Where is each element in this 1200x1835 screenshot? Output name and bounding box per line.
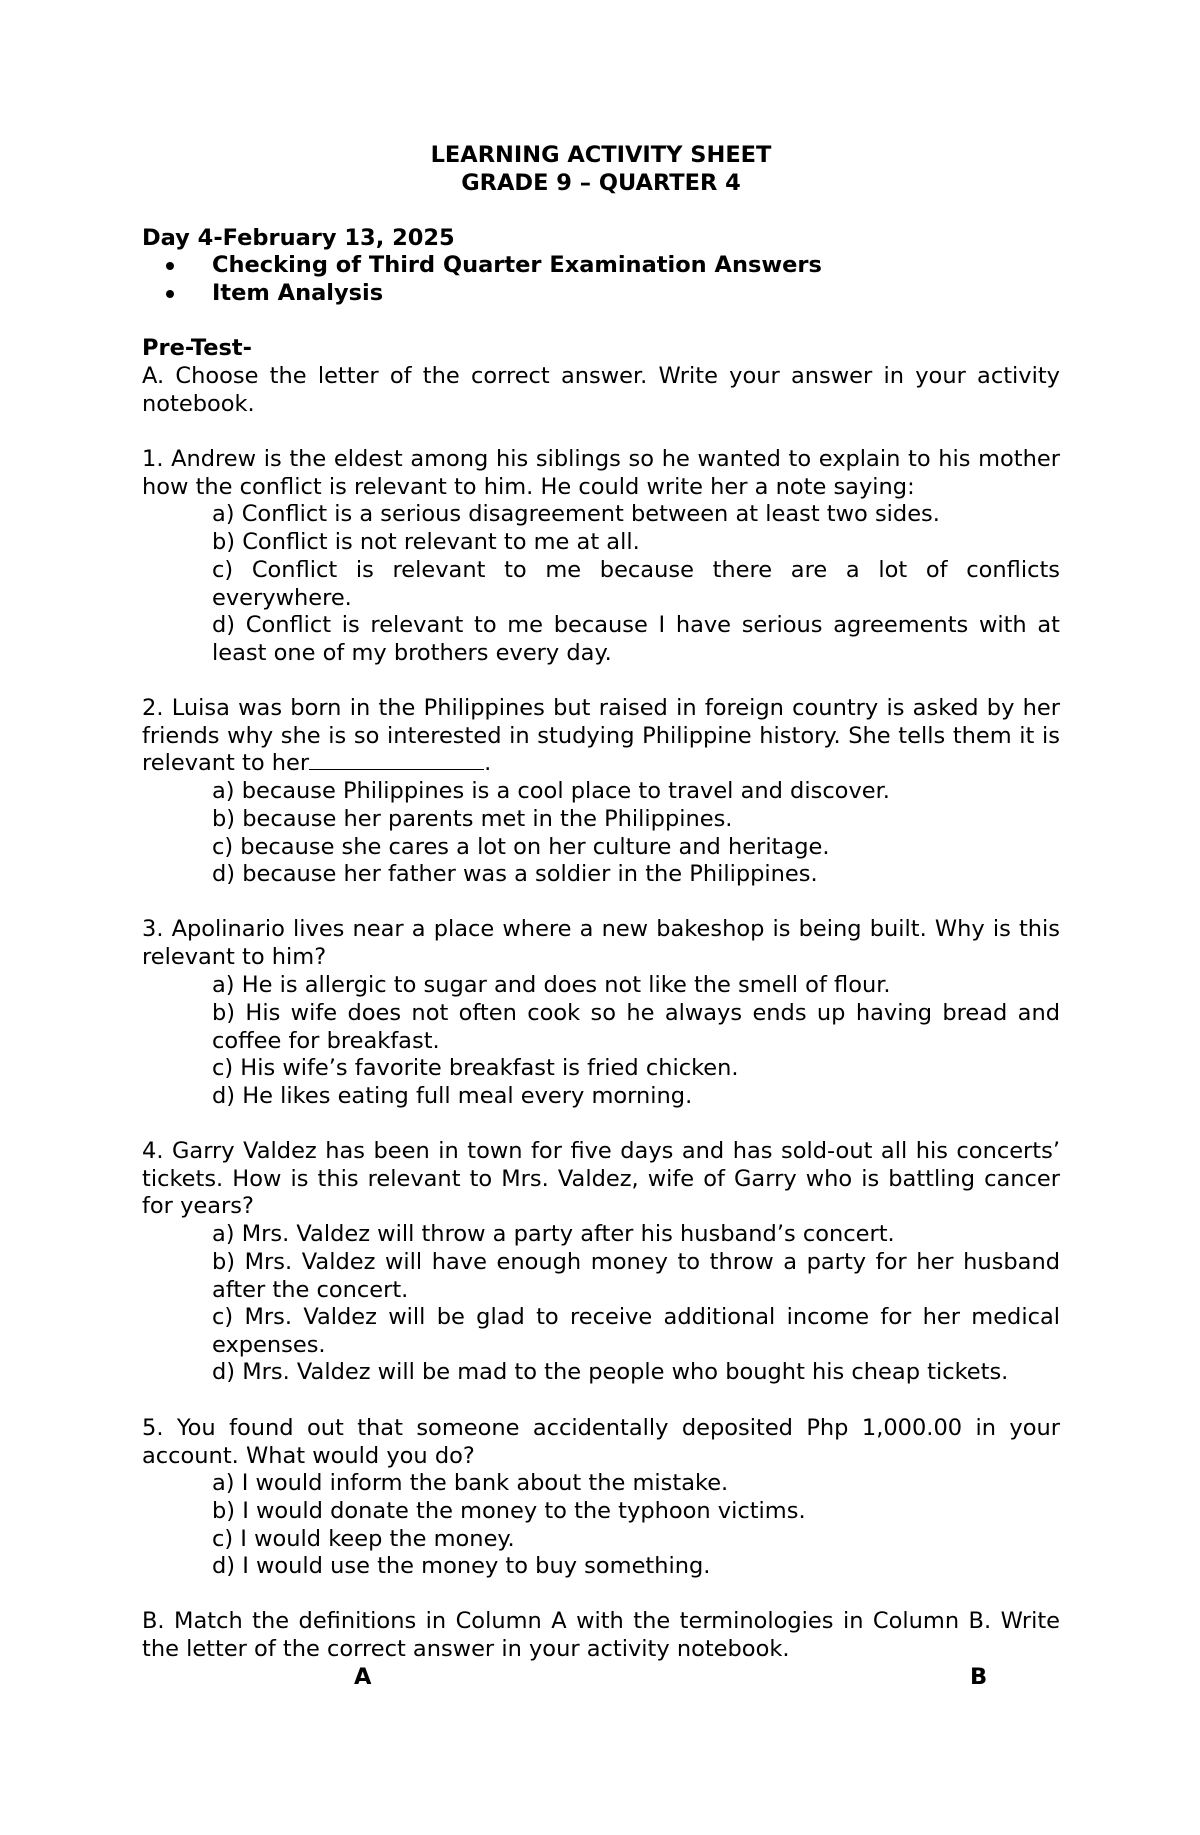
option-1b: b) Conflict is not relevant to me at all. (212, 529, 640, 555)
answer-blank (309, 751, 484, 770)
option-3d: d) He likes eating full meal every morning. (212, 1083, 693, 1109)
option-3b: b) His wife does not often cook so he always ends up having bread and coffee for breakfast. (212, 1000, 1060, 1054)
option-5d: d) I would use the money to buy something. (212, 1553, 711, 1579)
option-2c: c) because she cares a lot on her culture and heritage. (212, 834, 830, 860)
sheet-title: LEARNING ACTIVITY SHEET (430, 142, 772, 168)
option-4d: d) Mrs. Valdez will be mad to the people who bought his cheap tickets. (212, 1359, 1009, 1385)
option-2b: b) because her parents met in the Philippines. (212, 806, 733, 832)
option-1a: a) Conflict is a serious disagreement between at least two sides. (212, 501, 940, 527)
option-4a: a) Mrs. Valdez will throw a party after his husband’s concert. (212, 1221, 895, 1247)
option-5b: b) I would donate the money to the typhoon victims. (212, 1498, 806, 1524)
option-1c: c) Conflict is relevant to me because there are a lot of conflicts everywhere. (212, 557, 1060, 611)
question-stem-3: 3. Apolinario lives near a place where a new bakeshop is being built. Why is this relevant to him? (142, 916, 1060, 970)
option-5c: c) I would keep the money. (212, 1526, 515, 1552)
instruction-a: A. Choose the letter of the correct answer. Write your answer in your activity notebook. (142, 363, 1060, 417)
pretest-heading: Pre-Test- (142, 335, 252, 361)
question-stem-5: 5. You found out that someone accidentally deposited Php 1,000.00 in your account. What would you do? (142, 1415, 1060, 1469)
column-b-header: B (970, 1664, 988, 1690)
day-heading: Day 4-February 13, 2025 (142, 225, 455, 251)
question-stem-2 (142, 695, 1060, 778)
instruction-b: B. Match the definitions in Column A with the terminologies in Column B. Write the letter of the correct answer in your activity notebook. (142, 1608, 1060, 1662)
bullet-item: Checking of Third Quarter Examination Answers (212, 252, 1060, 280)
bullet-item: Item Analysis (212, 280, 1060, 308)
option-5a: a) I would inform the bank about the mistake. (212, 1470, 729, 1496)
question-stem-1: 1. Andrew is the eldest among his siblings so he wanted to explain to his mother how the conflict is relevant to him. He could write her a note saying: (142, 446, 1060, 500)
question-stem-2-text: 2. Luisa was born in the Philippines but raised in foreign country is asked by her friends why she is so interested in studying Philippine history. She tells them it is relevant to her (142, 695, 1060, 777)
question-stem-2-end: . (484, 750, 492, 777)
option-4b: b) Mrs. Valdez will have enough money to throw a party for her husband after the concert. (212, 1249, 1060, 1303)
option-4c: c) Mrs. Valdez will be glad to receive additional income for her medical expenses. (212, 1304, 1060, 1358)
option-3c: c) His wife’s favorite breakfast is fried chicken. (212, 1055, 739, 1081)
option-3a: a) He is allergic to sugar and does not like the smell of flour. (212, 972, 891, 998)
column-a-header: A (354, 1664, 372, 1690)
sheet-subtitle: GRADE 9 – QUARTER 4 (461, 170, 741, 196)
option-1d: d) Conflict is relevant to me because I have serious agreements with at least one of my brothers every day. (212, 612, 1060, 666)
option-2d: d) because her father was a soldier in the Philippines. (212, 861, 818, 887)
question-stem-4: 4. Garry Valdez has been in town for five days and has sold-out all his concerts’ tickets. How is this relevant to Mrs. Valdez, wife of Garry who is battling cancer for years? (142, 1138, 1060, 1220)
option-2a: a) because Philippines is a cool place to travel and discover. (212, 778, 890, 804)
